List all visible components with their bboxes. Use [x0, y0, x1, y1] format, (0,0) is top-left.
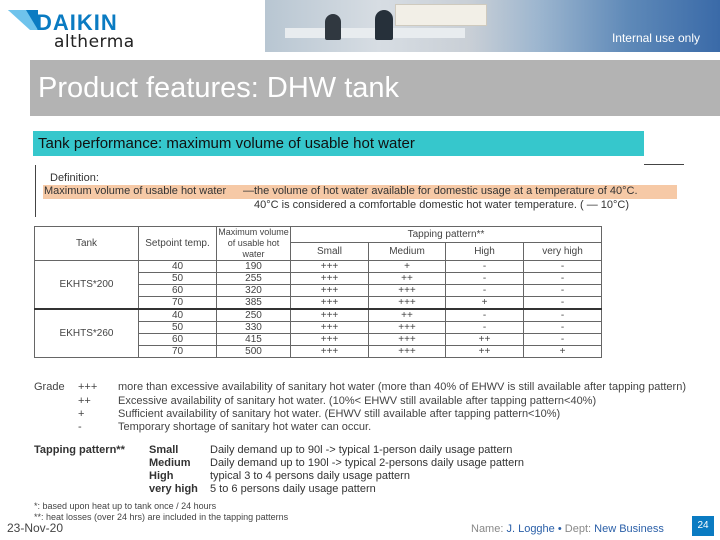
- definition-highlight: [43, 185, 677, 199]
- high-cell: -: [446, 322, 524, 334]
- tapping-size: High: [149, 470, 174, 482]
- volume-cell: 255: [217, 273, 291, 285]
- footer-separator: •: [557, 523, 562, 535]
- volume-cell: 250: [217, 309, 291, 322]
- grade-symbol: ++: [78, 395, 91, 407]
- volume-cell: 320: [217, 285, 291, 297]
- tank-cell: EKHTS*200: [35, 261, 139, 310]
- very-high-cell: +: [524, 346, 602, 358]
- header-max-volume: Maximum volume of usable hot water: [218, 227, 289, 259]
- very-high-cell: -: [524, 285, 602, 297]
- tapping-label: Tapping pattern**: [34, 444, 125, 456]
- very-high-cell: -: [524, 297, 602, 310]
- footnotes: [34, 501, 288, 523]
- definition-line2: 40°C is considered a comfortable domestic hot water temperature. ( — 10°C): [254, 199, 630, 211]
- daikin-logo-icon: [8, 10, 38, 30]
- header-high: High: [446, 243, 524, 261]
- medium-cell: +++: [369, 334, 446, 346]
- volume-cell: 385: [217, 297, 291, 310]
- definition-line1: the volume of hot water available for domestic usage at a temperature of 40°C.: [254, 185, 638, 197]
- small-cell: +++: [291, 297, 369, 310]
- tapping-desc: Daily demand up to 90l -> typical 1-person daily usage pattern: [210, 444, 513, 456]
- header-photo: [265, 0, 720, 52]
- temp-cell: 40: [139, 261, 217, 273]
- header-very-high: very high: [524, 243, 602, 261]
- high-cell: -: [446, 309, 524, 322]
- definition-box: [35, 165, 685, 217]
- tapping-desc: Daily demand up to 190l -> typical 2-persons daily usage pattern: [210, 457, 524, 469]
- header-setpoint: Setpoint temp.: [139, 227, 217, 261]
- header-tank: Tank: [35, 227, 139, 261]
- definition-term: Maximum volume of usable hot water: [44, 185, 227, 197]
- grade-symbol: +: [78, 408, 85, 420]
- table-body: [35, 261, 602, 358]
- tapping-desc: 5 to 6 persons daily usage pattern: [210, 483, 376, 495]
- product-name: altherma: [54, 32, 135, 52]
- header-tapping: Tapping pattern**: [291, 227, 602, 243]
- grade-symbol: -: [78, 421, 82, 433]
- title-bar: [30, 60, 720, 116]
- small-cell: +++: [291, 261, 369, 273]
- temp-cell: 70: [139, 297, 217, 310]
- medium-cell: +: [369, 261, 446, 273]
- photo-person: [375, 10, 393, 40]
- grade-label: Grade: [34, 381, 65, 393]
- subtitle-bar: [33, 131, 644, 156]
- definition-heading: Definition:: [50, 172, 99, 184]
- tapping-size: very high: [149, 483, 198, 495]
- volume-cell: 415: [217, 334, 291, 346]
- brand-name: DAIKIN: [36, 10, 118, 35]
- footnote: *: based upon heat up to tank once / 24 hours: [34, 501, 217, 511]
- high-cell: -: [446, 285, 524, 297]
- table-row: [35, 309, 602, 322]
- temp-cell: 60: [139, 334, 217, 346]
- header-medium: Medium: [369, 243, 446, 261]
- volume-cell: 500: [217, 346, 291, 358]
- medium-cell: ++: [369, 273, 446, 285]
- high-cell: -: [446, 261, 524, 273]
- tapping-size: Medium: [149, 457, 191, 469]
- temp-cell: 50: [139, 322, 217, 334]
- page-number: 24: [692, 516, 714, 536]
- small-cell: +++: [291, 322, 369, 334]
- high-cell: -: [446, 273, 524, 285]
- temp-cell: 40: [139, 309, 217, 322]
- footer-author: [471, 523, 664, 535]
- very-high-cell: -: [524, 334, 602, 346]
- name-label: Name:: [471, 523, 504, 535]
- table-row: [35, 261, 602, 273]
- small-cell: +++: [291, 285, 369, 297]
- medium-cell: +++: [369, 322, 446, 334]
- subtitle: Tank performance: maximum volume of usable hot water: [38, 135, 415, 152]
- grade-symbol: +++: [78, 381, 98, 393]
- tank-cell: EKHTS*260: [35, 309, 139, 358]
- internal-use-label: Internal use only: [611, 31, 700, 45]
- small-cell: +++: [291, 346, 369, 358]
- medium-cell: +++: [369, 285, 446, 297]
- grade-text: more than excessive availability of sanitary hot water (more than 40% of EHWV is still available after tapping pattern): [118, 381, 686, 393]
- temp-cell: 70: [139, 346, 217, 358]
- header-small: Small: [291, 243, 369, 261]
- very-high-cell: -: [524, 261, 602, 273]
- temp-cell: 60: [139, 285, 217, 297]
- high-cell: ++: [446, 334, 524, 346]
- photo-shelf: [395, 4, 487, 26]
- volume-cell: 330: [217, 322, 291, 334]
- footer-date: 23-Nov-20: [7, 521, 64, 535]
- medium-cell: +++: [369, 346, 446, 358]
- grade-text: Excessive availability of sanitary hot water. (10%< EHWV still available after tapping pattern<40%): [118, 395, 597, 407]
- page-title: Product features: DHW tank: [38, 72, 400, 104]
- dept-label: Dept:: [564, 523, 592, 535]
- footnote: **: heat losses (over 24 hrs) are included in the tapping patterns: [34, 512, 289, 522]
- temp-cell: 50: [139, 273, 217, 285]
- medium-cell: +++: [369, 297, 446, 310]
- high-cell: +: [446, 297, 524, 310]
- grade-text: Temporary shortage of sanitary hot water can occur.: [118, 421, 372, 433]
- small-cell: +++: [291, 334, 369, 346]
- photo-person: [325, 14, 341, 40]
- very-high-cell: -: [524, 322, 602, 334]
- medium-cell: ++: [369, 309, 446, 322]
- very-high-cell: -: [524, 273, 602, 285]
- dept-value: New Business: [594, 523, 664, 535]
- name-value: J. Logghe: [506, 523, 555, 535]
- performance-table: [34, 226, 602, 358]
- small-cell: +++: [291, 273, 369, 285]
- tapping-desc: typical 3 to 4 persons daily usage pattern: [210, 470, 410, 482]
- tapping-size: Small: [149, 444, 179, 456]
- definition-border: [35, 165, 36, 217]
- grade-text: Sufficient availability of sanitary hot water. (EHWV still available after tapping pattern<10%): [118, 408, 561, 420]
- daikin-altherma-logo: [8, 8, 173, 52]
- volume-cell: 190: [217, 261, 291, 273]
- high-cell: ++: [446, 346, 524, 358]
- very-high-cell: -: [524, 309, 602, 322]
- definition-dash: —: [243, 185, 254, 197]
- small-cell: +++: [291, 309, 369, 322]
